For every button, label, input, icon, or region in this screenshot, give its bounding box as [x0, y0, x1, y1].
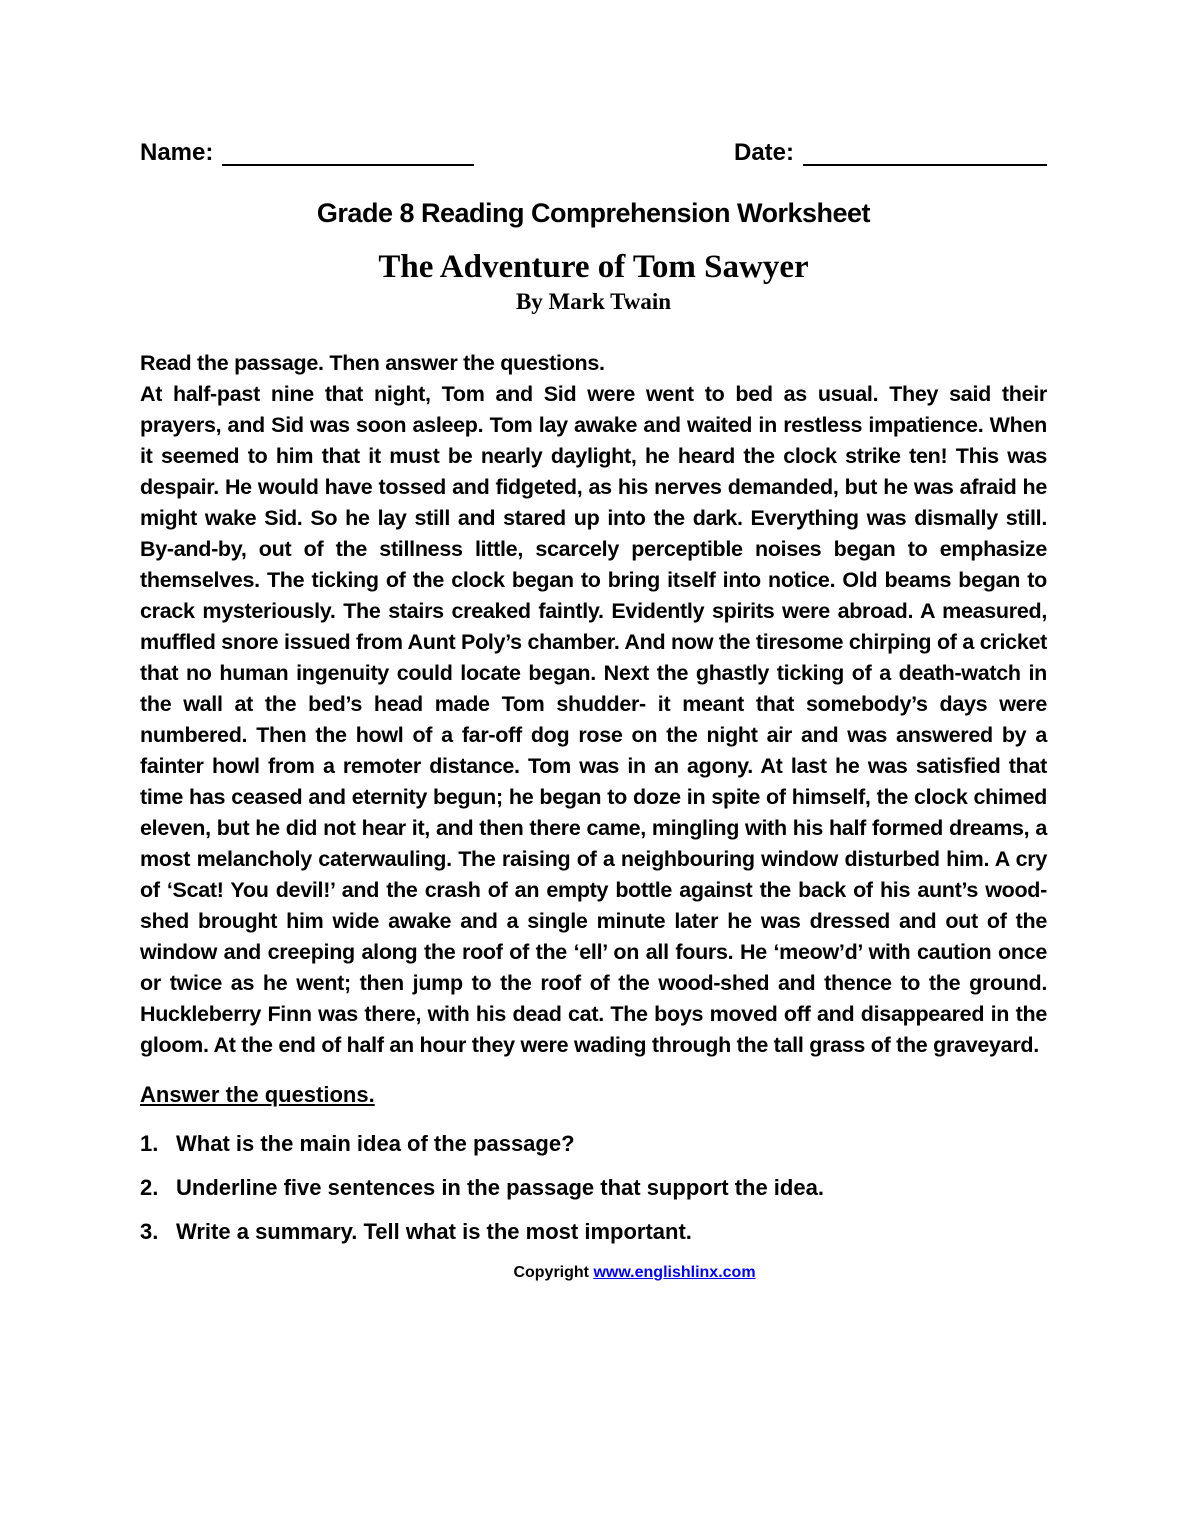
question-number-3: 3.: [140, 1219, 159, 1244]
date-field: [734, 140, 1047, 166]
footer: [140, 1263, 1047, 1282]
worksheet-title: Grade 8 Reading Comprehension Worksheet: [316, 198, 871, 228]
question-text-1: What is the main idea of the passage?: [176, 1131, 575, 1156]
question-number-2: 2.: [140, 1175, 159, 1200]
byline: By Mark Twain: [515, 289, 672, 314]
name-field: [140, 140, 474, 166]
question-number-1: 1.: [140, 1131, 159, 1156]
date-blank-line: [803, 140, 1047, 166]
name-date-row: [140, 140, 1047, 166]
questions-heading: Answer the questions.: [140, 1082, 375, 1107]
instructions-line: Read the passage. Then answer the questions.: [140, 351, 605, 375]
question-item-2: [140, 1175, 1047, 1201]
passage-title: The Adventure of Tom Sawyer: [378, 249, 809, 285]
copyright-label: Copyright: [513, 1264, 594, 1281]
question-item-1: [140, 1131, 1047, 1157]
name-blank-line: [222, 140, 474, 166]
passage-text: At half-past nine that night, Tom and Sid were went to bed as usual. They said their prayers, and Sid was soon asleep. Tom lay awake and waited in restless impatience. When it seemed to him that it must be nearly daylight, he heard the clock strike ten! This was despair. He would have tossed and fidgeted, as his nerves demanded, but he was afraid he might wake Sid. So he lay still and stared up into the dark. Everything was dismally still. By-and-by, out of the stillness little, scarcely perceptible noises began to emphasize themselves. The ticking of the clock began to bring itself into notice. Old beams began to crack mysteriously. The stairs creaked faintly. Evidently spirits were abroad. A measured, muffled snore issued from Aunt Poly’s chamber. And now the tiresome chirping of a cricket that no human ingenuity could locate began. Next the ghastly ticking of a death-watch in the wall at the bed’s head made Tom shudder- it meant that somebody’s days were numbered. Then the howl of a far-off dog rose on the night air and was answered by a fainter howl from a remoter distance. Tom was in an agony. At last he was satisfied that time has ceased and eternity begun; he began to doze in spite of himself, the clock chimed eleven, but he did not hear it, and then there came, mingling with his half formed dreams, a most melancholy caterwauling. The raising of a neighbouring window disturbed him. A cry of ‘Scat! You devil!’ and the crash of an empty bottle against the back of his aunt’s wood-shed brought him wide awake and a single minute later he was dressed and out of the window and creeping along the roof of the ‘ell’ on all fours. He ‘meow’d’ with caution once or twice as he went; then jump to the roof of the wood-shed and thence to the ground. Huckleberry Finn was there, with his dead cat. The boys moved off and disappeared in the gloom. At the end of half an hour they were wading through the tall grass of the graveyard.: [140, 382, 1047, 1057]
question-text-3: Write a summary. Tell what is the most important.: [176, 1219, 692, 1244]
question-item-3: [140, 1219, 1047, 1245]
question-text-2: Underline five sentences in the passage that support the idea.: [176, 1175, 824, 1200]
name-label: Name:: [140, 139, 214, 166]
date-label: Date:: [733, 139, 794, 166]
questions-list: [140, 1131, 1047, 1245]
copyright-link[interactable]: www.englishlinx.com: [593, 1264, 756, 1281]
